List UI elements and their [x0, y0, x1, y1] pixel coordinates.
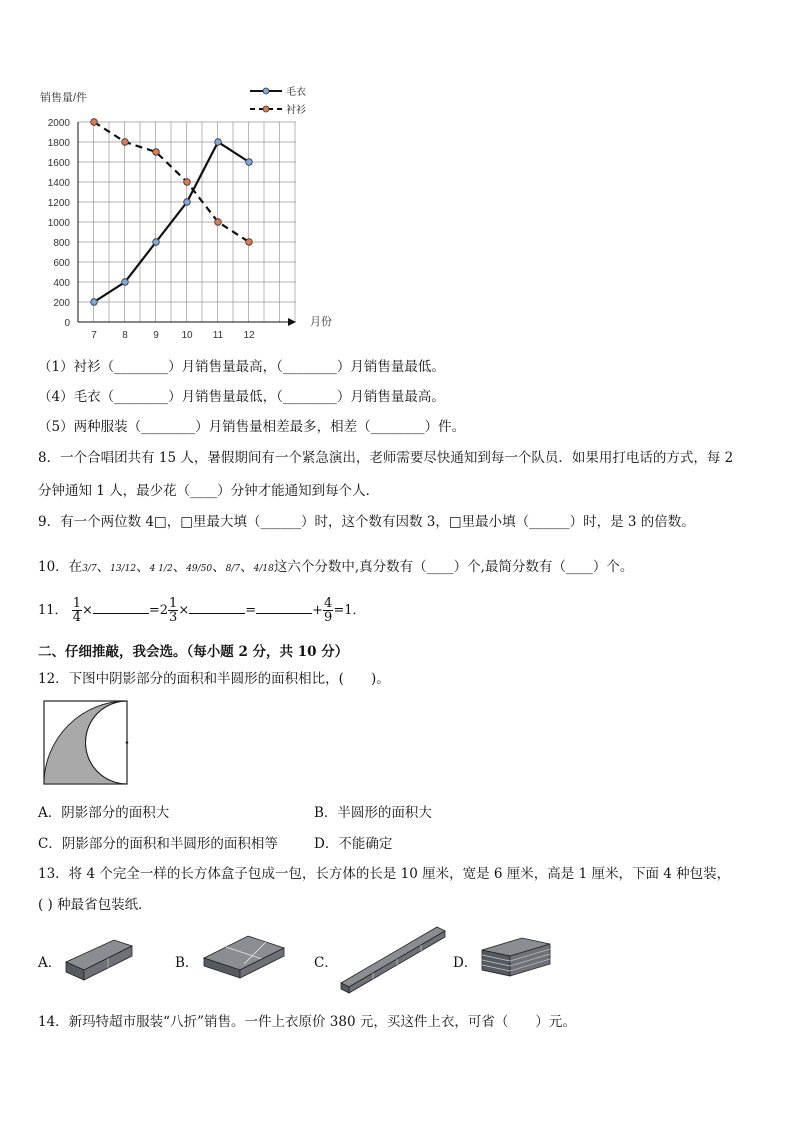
question-14: 14．新玛特超市服装“八折”销售。一件上衣原价 380 元，买这件上衣，可省（ ）元。: [38, 1014, 576, 1030]
sales-line-chart: [0, 0, 794, 345]
y-axis-label: 销售量/件: [40, 92, 88, 104]
y-tick-label: 1600: [47, 158, 70, 169]
question-9: 9．有一个两位数 4□，□里最大填（______）时，这个数有因数 3，□里最小填（______）时，是 3 的倍数。: [38, 514, 695, 530]
semicircle-figure: [40, 697, 134, 789]
legend-label: 衬衫: [286, 105, 306, 116]
q13-option-b[interactable]: B．: [175, 955, 199, 971]
q11-blank-2[interactable]: [189, 601, 245, 614]
q12-option-a[interactable]: A．阴影部分的面积大: [38, 805, 170, 821]
q11-number: 11．: [38, 603, 68, 618]
chart-axes: [78, 122, 296, 326]
box-package-c: [337, 921, 449, 997]
y-tick-label: 600: [53, 258, 70, 269]
question-8-line-2: 分钟通知 1 人，最少花（____）分钟才能通知到每个人．: [38, 483, 380, 499]
y-tick-label: 1800: [47, 138, 70, 149]
x-tick-label: 8: [122, 330, 128, 341]
data-point: [184, 179, 191, 186]
question-12-stem: 12．下图中阴影部分的面积和半圆形的面积相比，( )。: [38, 671, 390, 687]
data-point: [246, 159, 253, 166]
q11-fraction-2: $\frac{1}{3}$: [169, 596, 178, 625]
x-tick-label: 9: [153, 330, 159, 341]
data-point: [184, 199, 191, 206]
question-11: 11． $\frac{1}{4}$ × =2 $\frac{1}{3}$ × = + $\frac{4}{9}$ =1．: [38, 596, 366, 625]
chart-series: [91, 119, 253, 306]
question-10: 10．在3/7、13/12、4 1/2、49/50、8/7、4/18这六个分数中,真分数有（____）个,最简分数有（____）个。: [38, 559, 634, 575]
q13-option-c[interactable]: C．: [314, 955, 338, 971]
data-point: [153, 239, 160, 246]
data-point: [246, 239, 253, 246]
question-13-line-2: ( ) 种最省包装纸．: [38, 897, 152, 913]
q10-frac-4: 49/50: [186, 564, 213, 574]
q13-option-a[interactable]: A．: [38, 955, 62, 971]
y-tick-label: 1400: [47, 178, 70, 189]
question-8-line-1: 8．一个合唱团共有 15 人，暑假期间有一个紧急演出，老师需要尽快通知到每一个队员．如果用打电话的方式，每 2: [38, 450, 734, 466]
chart-question-5: （5）两种服装（________）月销售量相差最多，相差（________）件。: [38, 419, 466, 435]
x-axis-label: 月份: [310, 316, 332, 328]
box-package-b: [200, 930, 288, 984]
q11-fraction-1: $\frac{1}{4}$: [72, 596, 81, 625]
q10-suffix: 这六个分数中,真分数有（____）个,最简分数有（____）个。: [273, 559, 634, 575]
q10-frac-5: 8/7: [225, 564, 241, 574]
data-point: [153, 149, 160, 156]
data-point: [122, 139, 129, 146]
question-13-line-1: 13．将 4 个完全一样的长方体盒子包成一包，长方体的长是 10 厘米，宽是 6 厘米，高是 1 厘米，下面 4 种包装，: [38, 866, 731, 882]
chart-question-1: （1）衬衫（________）月销售量最高，（________）月销售量最低。: [38, 359, 445, 375]
y-tick-label: 1200: [47, 198, 70, 209]
y-tick-labels: [48, 118, 71, 329]
q10-prefix: 10．在: [38, 559, 83, 575]
data-point: [122, 279, 129, 286]
x-tick-label: 11: [212, 330, 224, 341]
q11-blank-3[interactable]: [256, 601, 312, 614]
q13-option-d[interactable]: D．: [453, 955, 478, 971]
legend-label: 毛衣: [286, 87, 306, 98]
x-tick-label: 7: [91, 330, 97, 341]
data-point: [91, 119, 98, 126]
q10-frac-6: 4/18: [253, 564, 274, 574]
x-tick-label: 12: [243, 330, 255, 341]
q10-frac-2: 13/12: [110, 564, 137, 574]
section-2-heading: 二、仔细推敲，我会选。（每小题 2 分，共 10 分）: [38, 644, 349, 660]
x-tick-label: 10: [181, 330, 193, 341]
data-point: [215, 219, 222, 226]
data-point: [91, 299, 98, 306]
q12-option-b[interactable]: B．半圆形的面积大: [314, 805, 432, 821]
data-point: [215, 139, 222, 146]
y-tick-label: 400: [53, 278, 70, 289]
q11-fraction-3: $\frac{4}{9}$: [324, 596, 333, 625]
x-tick-labels: [91, 330, 255, 341]
box-package-d: [476, 932, 554, 982]
box-package-a: [62, 934, 136, 982]
y-tick-label: 1000: [47, 218, 70, 229]
y-tick-label: 2000: [47, 118, 70, 129]
q12-option-d[interactable]: D．不能确定: [314, 836, 393, 852]
q11-blank-1[interactable]: [93, 601, 149, 614]
y-tick-label: 200: [53, 298, 70, 309]
q10-frac-1: 3/7: [82, 564, 97, 574]
q12-option-c[interactable]: C．阴影部分的面积和半圆形的面积相等: [38, 836, 278, 852]
chart-question-4: （4）毛衣（________）月销售量最低，（________）月销售量最高。: [38, 389, 445, 405]
y-tick-label: 800: [53, 238, 70, 249]
y-tick-label: 0: [64, 318, 70, 329]
legend-marker: [263, 106, 269, 112]
q10-frac-3: 4 1/2: [149, 564, 173, 574]
legend-marker: [263, 88, 269, 94]
chart-legend: [250, 85, 306, 116]
